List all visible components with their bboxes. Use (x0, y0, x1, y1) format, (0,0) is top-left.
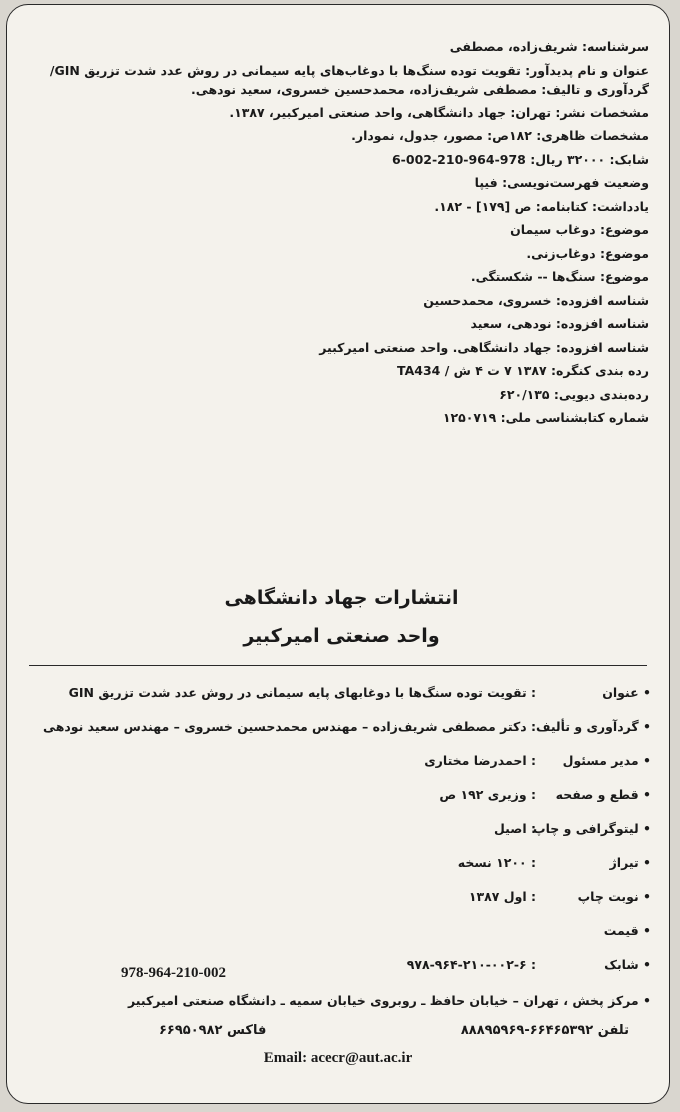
phone-number: تلفن ۶۶۴۶۵۳۹۲-۸۸۸۹۵۹۶۹ (460, 1023, 629, 1038)
info-value: : ۱۲۰۰ نسخه (21, 855, 536, 870)
info-label: • لیتوگرافی و چاپ (539, 821, 651, 836)
cip-added-entry: شناسه افزوده: جهاد دانشگاهی. واحد صنعتی امیرکبیر (319, 339, 649, 355)
info-label: • شابک (539, 957, 651, 972)
info-row-edition (21, 889, 651, 923)
cataloging-in-publication-block (29, 35, 649, 430)
cip-title: عنوان و نام پدیدآور: تقویت توده سنگ‌ها با دوغاب‌های پایه سیمانی در روش عدد شدت تزریق GIN/گردآوری و تالیف: مصطفی شریف‌زاده، محمدحسین خسروی، سعید نودهی. (49, 62, 649, 97)
info-label: • قیمت (539, 923, 651, 938)
cip-added-entry: شناسه افزوده: خسروی، محمدحسین (423, 292, 649, 308)
cip-added-entry: شناسه افزوده: نودهی، سعید (470, 316, 649, 331)
info-value: : احمدرضا مختاری (21, 753, 536, 768)
divider (29, 665, 647, 666)
info-label: • تیراژ (539, 855, 651, 870)
cip-note: یادداشت: کتابنامه: ص [۱۷۹] - ۱۸۲. (434, 198, 649, 214)
info-label: • نوبت چاپ (539, 889, 651, 904)
publisher-unit: واحد صنعتی امیرکبیر (243, 625, 440, 647)
info-label: • مدیر مسئول (539, 753, 651, 768)
cip-national-number: شماره کتابشناسی ملی: ۱۲۵۰۷۱۹ (442, 410, 649, 425)
distribution-center: • مرکز پخش ، تهران – خیابان حافظ ـ روبروی خیابان سمیه ـ دانشگاه صنعتی امیرکبیر (31, 993, 651, 1008)
isbn-latin: 978-964-210-002 (121, 965, 226, 981)
info-row-format (21, 787, 651, 821)
cip-subject: موضوع: دوغاب‌زنی. (526, 245, 649, 261)
copyright-page (6, 4, 670, 1104)
fax-number: فاکس ۶۶۹۵۰۹۸۲ (159, 1023, 267, 1038)
info-value: : تقویت توده سنگ‌ها با دوغابهای پایه سیمانی در روش عدد شدت تزریق GIN (21, 685, 536, 700)
cip-physical: مشخصات ظاهری: ۱۸۲ص: مصور، جدول، نمودار. (351, 128, 649, 143)
info-value: : وزیری ۱۹۲ ص (21, 787, 536, 802)
info-row-authors (21, 719, 651, 753)
book-info-table (21, 685, 651, 991)
info-value: : اول ۱۳۸۷ (21, 889, 536, 904)
info-row-price (21, 923, 651, 957)
info-row-manager (21, 753, 651, 787)
cip-author: سرشناسه: شریف‌زاده، مصطفی (449, 39, 649, 54)
info-value: : ۹۷۸-۹۶۴-۲۱۰-۰۰۲-۶ (21, 957, 536, 972)
cip-lc-class: رده بندی کنگره: ۱۳۸۷ ۷ ت ۴ ش / TA434 (397, 363, 649, 378)
info-row-circulation (21, 855, 651, 889)
cip-subject: موضوع: سنگ‌ها -- شکستگی. (470, 269, 649, 284)
info-row-printing (21, 821, 651, 855)
cip-subject: موضوع: دوغاب سیمان (510, 222, 649, 237)
contact-phones (49, 1023, 629, 1038)
info-label: • گردآوری و تألیف (539, 719, 651, 734)
email-address: Email: acecr@aut.ac.ir (263, 1050, 413, 1066)
cip-isbn: شابک: ۳۲۰۰۰ ریال: 978-964-210-002-6 (391, 151, 649, 167)
info-value: : اصیل (21, 821, 536, 836)
cip-publication: مشخصات نشر: تهران: جهاد دانشگاهی، واحد صنعتی امیرکبیر، ۱۳۸۷. (229, 104, 649, 120)
info-row-isbn (21, 957, 651, 991)
info-label: • قطع و صفحه (539, 787, 651, 802)
info-value: : دکتر مصطفی شریف‌زاده – مهندس محمدحسین خسروی – مهندس سعید نودهی (21, 719, 536, 734)
publisher-name: انتشارات جهاد دانشگاهی (224, 587, 459, 609)
info-label: • عنوان (539, 685, 651, 700)
info-row-title (21, 685, 651, 719)
cip-status: وضعیت فهرست‌نویسی: فیپا (474, 175, 649, 190)
cip-dewey: رده‌بندی دیویی: ۶۲۰/۱۳۵ (499, 386, 649, 402)
